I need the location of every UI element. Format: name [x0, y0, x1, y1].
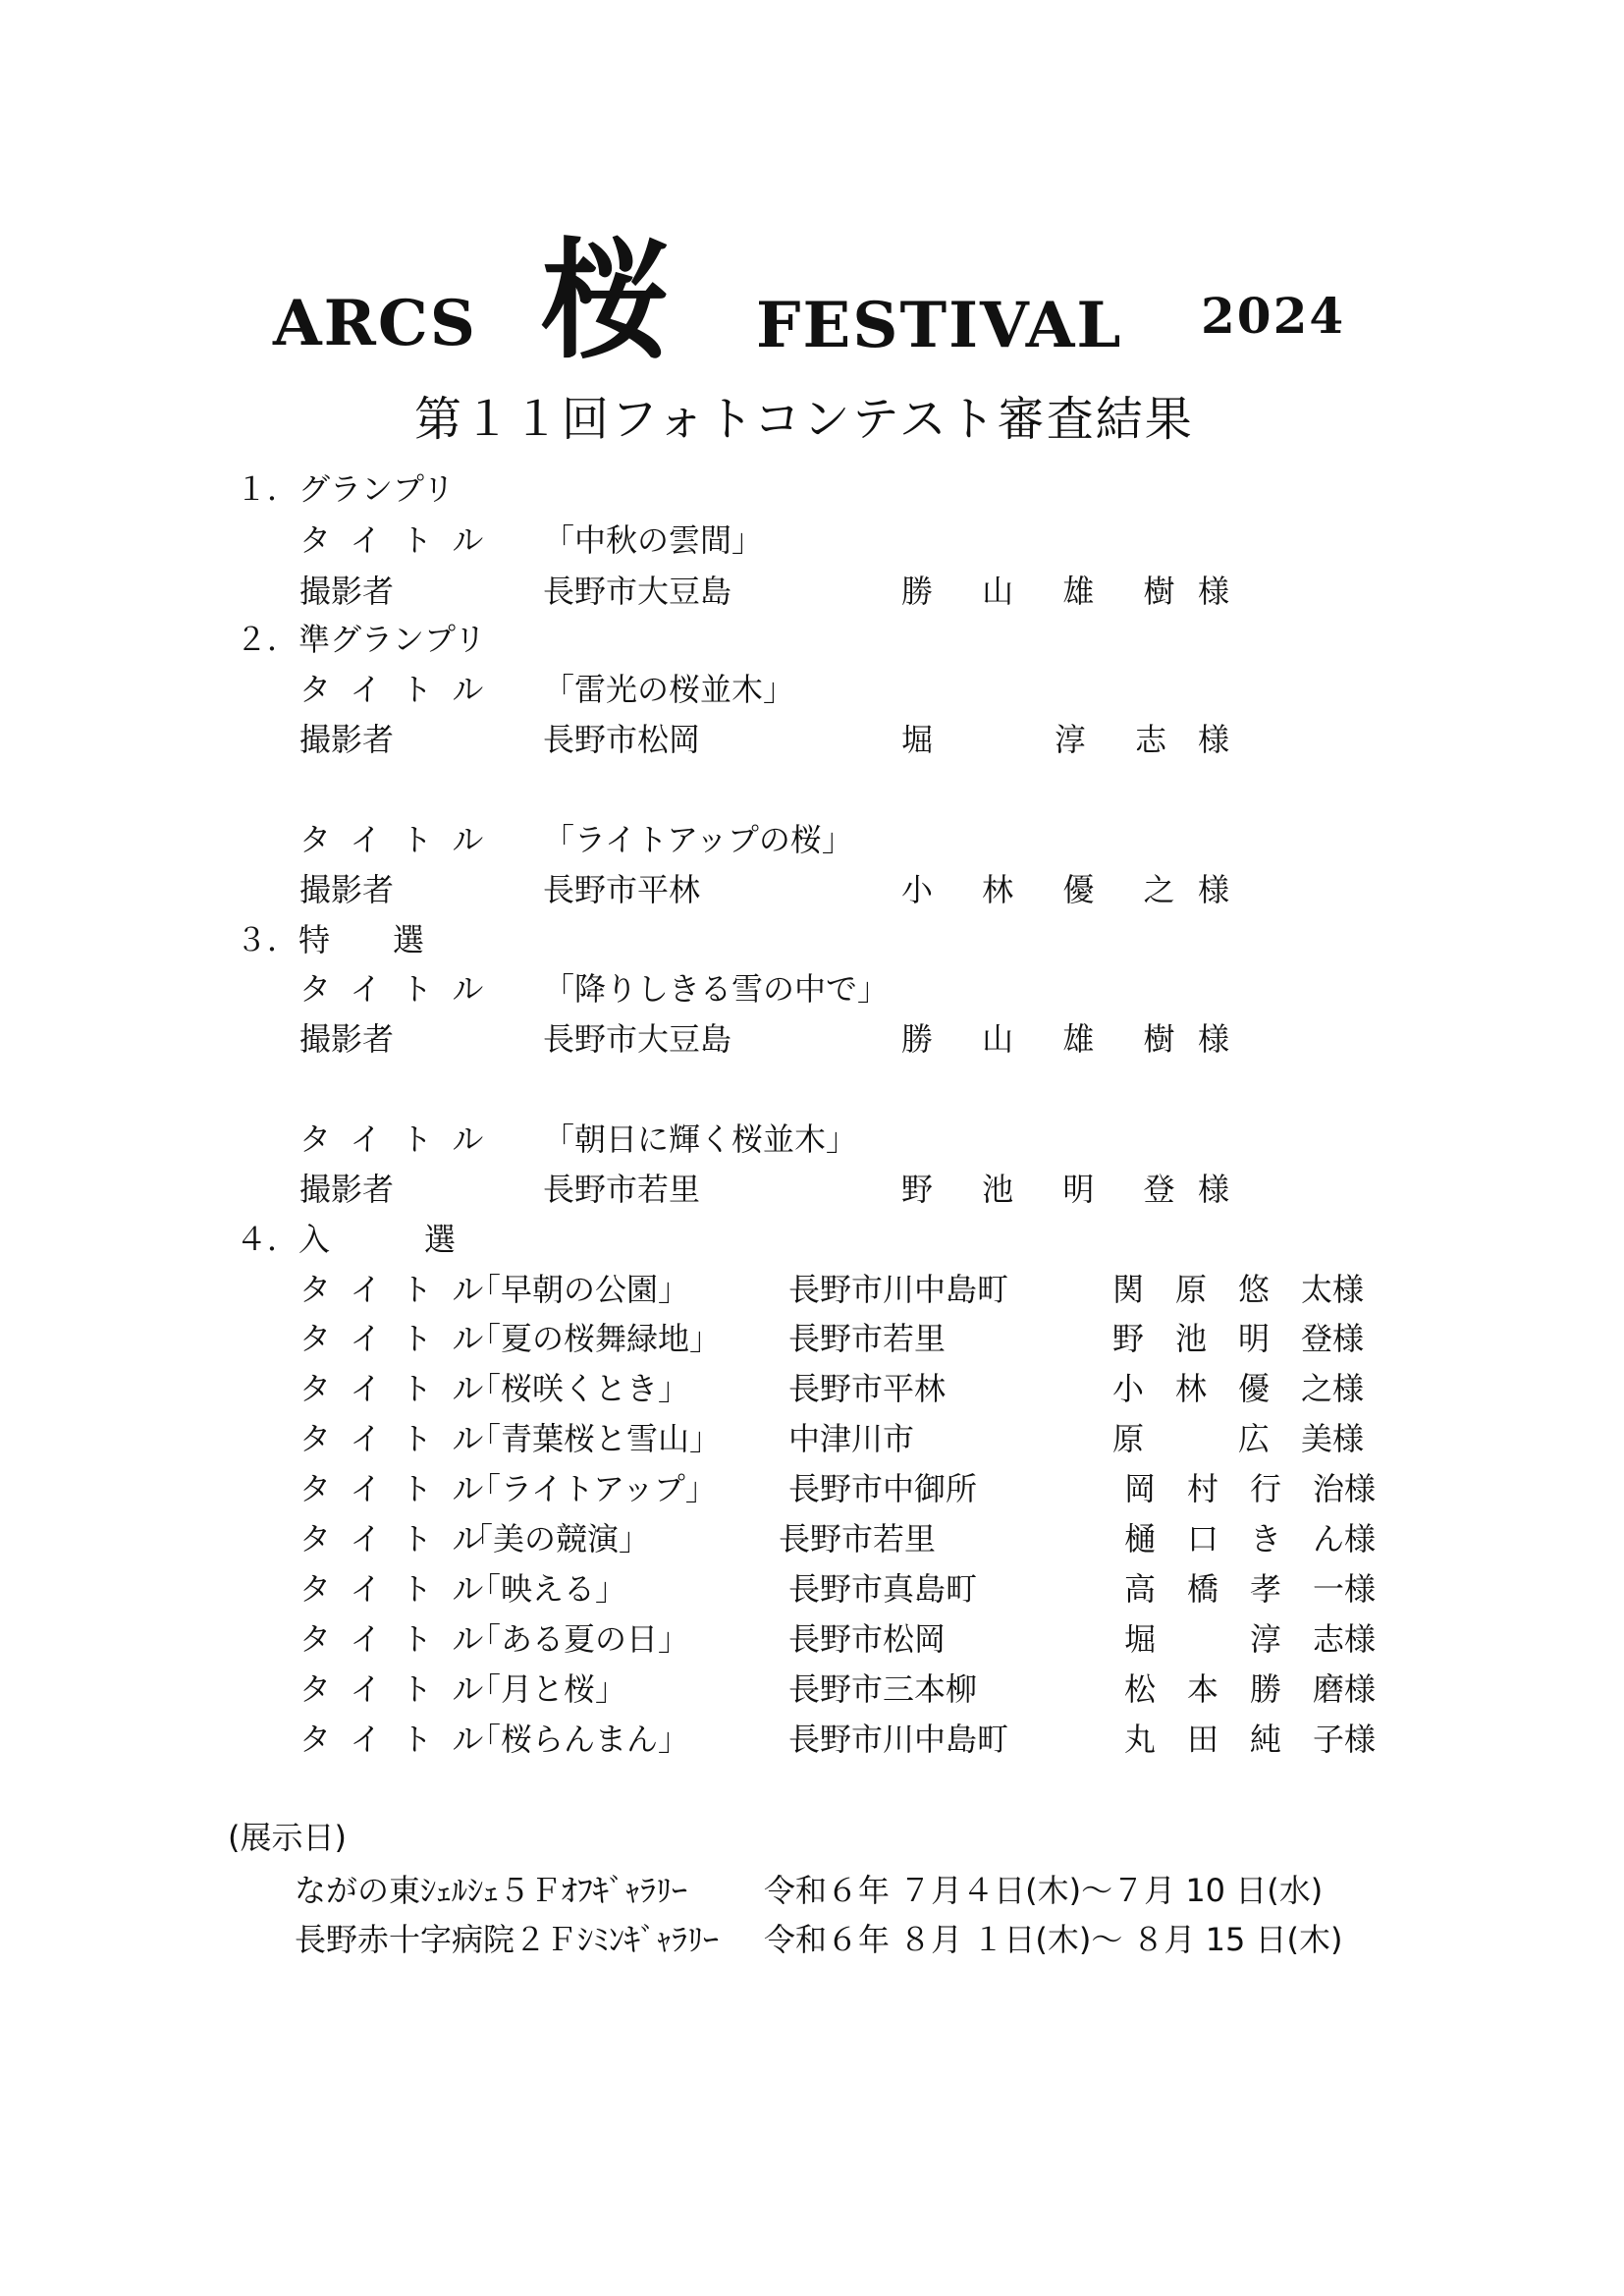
entry-location: 長野市三本柳 [788, 1670, 978, 1708]
entry-title: 「桜らんまん」 [469, 1721, 690, 1758]
entry-title: 「雷光の桜並木」 [543, 671, 795, 708]
exhibition-venue: ながの東ｼｪﾙｼｪ５Ｆｵﾌｷﾞｬﾗﾘｰ [295, 1872, 688, 1909]
entry-name: 小 林 優 之様 [1112, 1370, 1365, 1407]
photographer-label: 撮影者 [299, 721, 395, 758]
festival-logo [273, 225, 1346, 377]
entry-name: 樋 口 き ん様 [1124, 1520, 1377, 1558]
entry-honorific: 様 [1198, 1020, 1230, 1058]
entry-location: 長野市若里 [779, 1520, 937, 1558]
section-heading-special-selection: ３．特 選 [236, 921, 425, 958]
entry-location: 長野市大豆島 [543, 573, 732, 610]
entry-name: 堀 淳 志 [901, 721, 1187, 758]
entry-location: 長野市平林 [543, 871, 701, 908]
title-label: タイトル [299, 671, 504, 708]
title-label: タイトル [299, 521, 504, 559]
entry-location: 長野市川中島町 [788, 1721, 1009, 1758]
entry-title: 「夏の桜舞緑地」 [469, 1320, 722, 1357]
section-heading-semi-grand-prix: ２．準グランプリ [236, 621, 486, 658]
entry-name: 野 池 明 登様 [1112, 1320, 1365, 1357]
exhibition-heading: (展示日) [228, 1819, 347, 1856]
entry-name: 高 橋 孝 一様 [1124, 1570, 1377, 1608]
title-label: タイトル [299, 1370, 504, 1407]
entry-title: 「降りしきる雪の中で」 [543, 970, 890, 1008]
entry-location: 中津川市 [788, 1420, 915, 1457]
page-title: 第１１回フォトコンテスト審査結果 [414, 392, 1194, 447]
title-label: タイトル [299, 1670, 504, 1708]
title-label: タイトル [299, 821, 504, 858]
entry-name: 松 本 勝 磨様 [1124, 1670, 1377, 1708]
entry-honorific: 様 [1198, 1171, 1230, 1208]
logo-year: 2024 [1201, 287, 1346, 345]
photographer-label: 撮影者 [299, 573, 395, 610]
photographer-label: 撮影者 [299, 1020, 395, 1058]
exhibition-venue: 長野赤十字病院２Ｆｼﾐﾝｷﾞｬﾗﾘｰ [295, 1921, 720, 1958]
entry-title: 「桜咲くとき」 [469, 1370, 690, 1407]
title-label: タイトル [299, 1470, 504, 1507]
title-label: タイトル [299, 1620, 504, 1658]
entry-title: 「早朝の公園」 [469, 1271, 690, 1308]
exhibition-dates: 令和６年 ８月 １日(木)～ ８月 15 日(木) [764, 1921, 1343, 1958]
entry-title: 「ライトアップの桜」 [543, 821, 853, 858]
photographer-label: 撮影者 [299, 871, 395, 908]
exhibition-dates: 令和６年 ７月４日(木)～７月 10 日(水) [764, 1872, 1324, 1909]
title-label: タイトル [299, 1721, 504, 1758]
title-label: タイトル [299, 1271, 504, 1308]
entry-location: 長野市若里 [788, 1320, 947, 1357]
title-label: タイトル [299, 1121, 504, 1158]
entry-location: 長野市平林 [788, 1370, 947, 1407]
logo-sakura-glyph: 桜 [540, 225, 670, 377]
entry-title: 「青葉桜と雪山」 [469, 1420, 722, 1457]
entry-name: 勝 山 雄 樹 [901, 573, 1195, 610]
entry-location: 長野市真島町 [788, 1570, 978, 1608]
section-heading-selected: ４．入 選 [236, 1221, 457, 1258]
entry-title: 「映える」 [469, 1570, 627, 1608]
entry-location: 長野市川中島町 [788, 1271, 1009, 1308]
entry-location: 長野市松岡 [543, 721, 701, 758]
entry-name: 岡 村 行 治様 [1124, 1470, 1377, 1507]
entry-name: 野 池 明 登 [901, 1171, 1195, 1208]
entry-honorific: 様 [1198, 871, 1230, 908]
photographer-label: 撮影者 [299, 1171, 395, 1208]
entry-name: 原 広 美様 [1112, 1420, 1365, 1457]
entry-title: 「朝日に輝く桜並木」 [543, 1121, 858, 1158]
entry-name: 関 原 悠 太様 [1112, 1271, 1365, 1308]
title-label: タイトル [299, 1520, 504, 1558]
title-label: タイトル [299, 1570, 504, 1608]
entry-location: 長野市中御所 [788, 1470, 978, 1507]
logo-text-arcs: ARCS [273, 287, 477, 360]
title-label: タイトル [299, 1420, 504, 1457]
section-heading-grand-prix: １．グランプリ [236, 470, 455, 508]
entry-honorific: 様 [1198, 721, 1230, 758]
entry-title: 「美の競演」 [461, 1520, 651, 1558]
entry-location: 長野市大豆島 [543, 1020, 732, 1058]
entry-title: 「ライトアップ」 [469, 1470, 717, 1507]
entry-name: 堀 淳 志様 [1124, 1620, 1377, 1658]
entry-location: 長野市松岡 [788, 1620, 947, 1658]
entry-honorific: 様 [1198, 573, 1230, 610]
entry-title: 「月と桜」 [469, 1670, 627, 1708]
logo-text-festival: FESTIVAL [756, 289, 1123, 362]
title-label: タイトル [299, 970, 504, 1008]
entry-location: 長野市若里 [543, 1171, 701, 1208]
entry-title: 「中秋の雲間」 [543, 521, 764, 559]
entry-name: 小 林 優 之 [901, 871, 1195, 908]
entry-name: 丸 田 純 子様 [1124, 1721, 1377, 1758]
entry-title: 「ある夏の日」 [469, 1620, 690, 1658]
entry-name: 勝 山 雄 樹 [901, 1020, 1195, 1058]
title-label: タイトル [299, 1320, 504, 1357]
